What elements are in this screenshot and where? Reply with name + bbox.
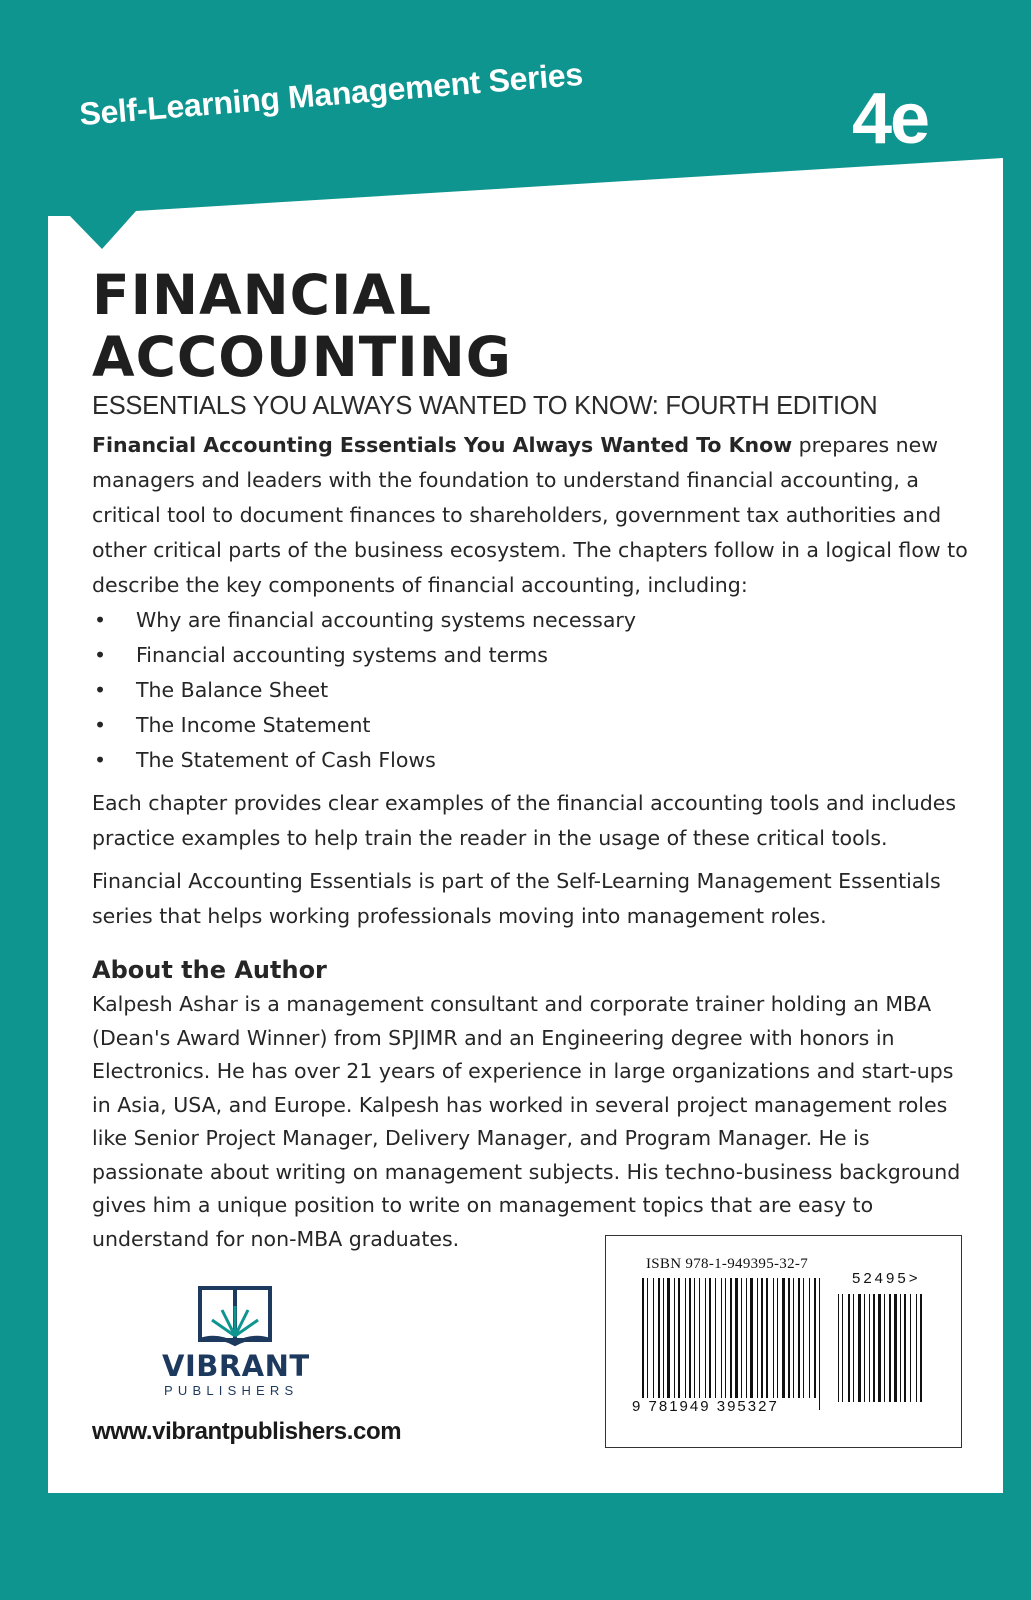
isbn-text: ISBN 978-1-949395-32-7: [646, 1256, 809, 1272]
barcode-digits: 9 781949 395327: [632, 1398, 779, 1415]
list-item-text: The Income Statement: [136, 713, 371, 737]
about-author-heading: About the Author: [92, 956, 327, 984]
series-label: Self-Learning Management Series: [78, 55, 584, 133]
intro-bold-title: Financial Accounting Essentials You Always Wanted To Know: [92, 433, 793, 457]
list-item: [92, 638, 972, 673]
list-item-text: The Balance Sheet: [136, 678, 329, 702]
list-item: [92, 673, 972, 708]
intro-paragraph: [92, 428, 972, 603]
description-block: [92, 428, 972, 1256]
publisher-website: www.vibrantpublishers.com: [92, 1418, 402, 1445]
bullet-icon: •: [94, 713, 107, 737]
list-item: [92, 708, 972, 743]
book-title-line2: ACCOUNTING: [92, 325, 512, 389]
author-bio: Kalpesh Ashar is a management consultant and corporate trainer holding an MBA (Dean's Award Winner) from SPJIMR and an Engineering degree with honors in Electronics. He has over 21 years of experience in large organizations and start-ups in Asia, USA, and Europe. Kalpesh has worked in several project management roles like Senior Project Manager, Delivery Manager, and Program Manager. He is passionate about writing on management subjects. His techno-business background gives him a unique position to write on management topics that are easy to understand for non-MBA graduates.: [92, 992, 961, 1251]
list-item-text: The Statement of Cash Flows: [136, 748, 436, 772]
series-paragraph: Financial Accounting Essentials is part of the Self-Learning Management Essentials series that helps working professionals moving into management roles.: [92, 869, 941, 928]
book-subtitle: ESSENTIALS YOU ALWAYS WANTED TO KNOW: FOURTH EDITION: [92, 392, 878, 420]
publisher-sub: PUBLISHERS: [164, 1383, 299, 1398]
book-title: [92, 264, 512, 388]
list-item: [92, 603, 972, 638]
intro-text: prepares new managers and leaders with the foundation to understand financial accounting, a critical tool to document finances to shareholders, government tax authorities and other critical parts of the business ecosystem. The chapters follow in a logical flow to describe the key components of financial accounting, including:: [92, 433, 968, 597]
list-item-text: Financial accounting systems and terms: [136, 643, 548, 667]
list-item-text: Why are financial accounting systems necessary: [136, 608, 636, 632]
chapters-paragraph: Each chapter provides clear examples of the financial accounting tools and includes practice examples to help train the reader in the usage of these critical tools.: [92, 791, 957, 850]
isbn-barcode: [605, 1235, 962, 1448]
bullet-icon: •: [94, 678, 107, 702]
topic-list: [92, 603, 972, 778]
list-item: [92, 743, 972, 778]
bullet-icon: •: [94, 748, 107, 772]
book-title-line1: FINANCIAL: [92, 263, 433, 327]
bullet-icon: •: [94, 643, 107, 667]
edition-badge: 4e: [852, 79, 929, 159]
bullet-icon: •: [94, 608, 107, 632]
publisher-name: VIBRANT: [162, 1349, 310, 1383]
price-code: 52495>: [852, 1270, 921, 1287]
